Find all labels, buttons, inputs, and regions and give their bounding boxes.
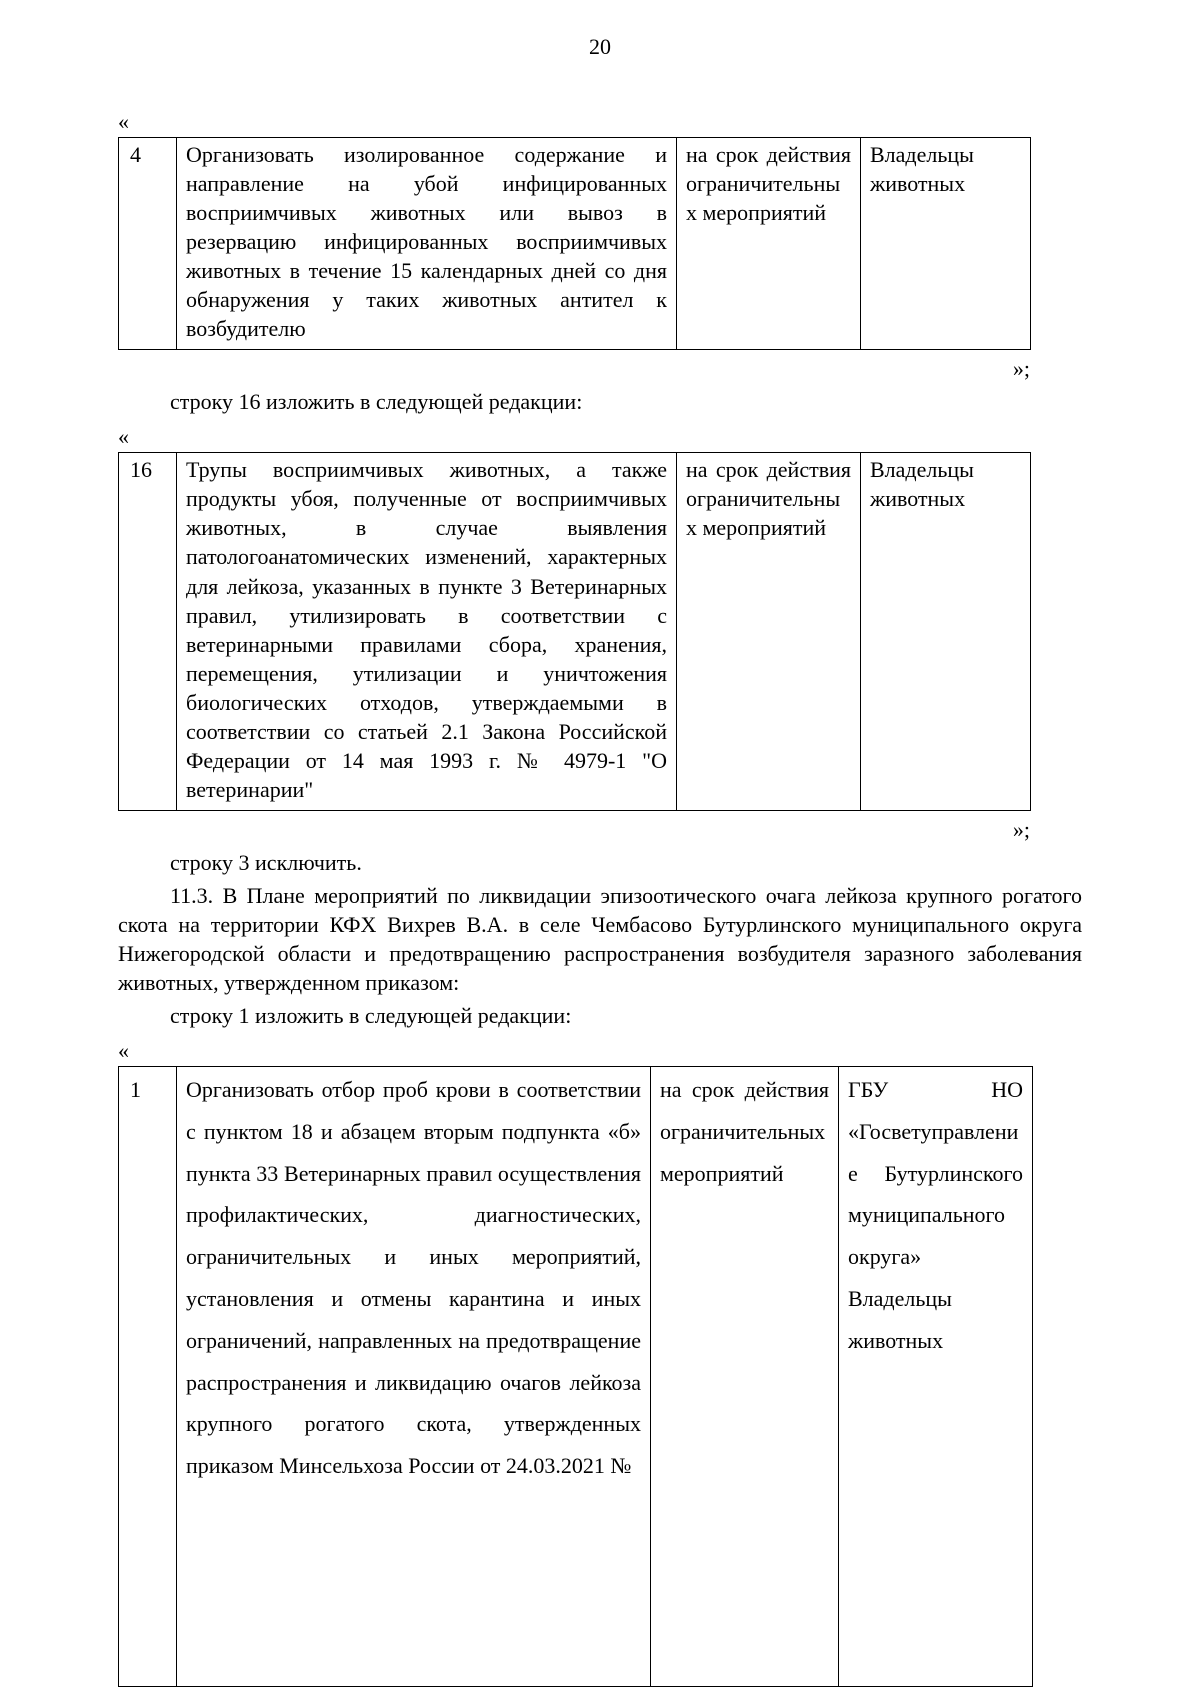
open-quote-mark: « xyxy=(118,1037,129,1063)
row-number-cell: 16 xyxy=(119,453,177,810)
paragraph-row3-delete: строку 3 исключить. xyxy=(170,849,362,875)
open-quote-mark: « xyxy=(118,109,129,135)
term-cell: на срок действия ограничительных мероприятий xyxy=(677,453,861,810)
row-number-cell: 1 xyxy=(119,1067,177,1687)
responsible-entry: Владельцы животных xyxy=(848,1285,952,1353)
term-cell: на срок действия ограничительных мероприятий xyxy=(651,1067,839,1687)
responsible-cell xyxy=(839,1067,1033,1687)
row-number-cell: 4 xyxy=(119,138,177,350)
paragraph-11-3: 11.3. В Плане мероприятий по ликвидации эпизоотического очага лейкоза крупного рогатого скота на территории КФХ Вихрев В.А. в селе Чембасово Бутурлинского муниципального округа Нижегородской области и предотвращению распространения возбудителя заразного заболевания животных, утвержденном приказом: xyxy=(118,882,1082,995)
responsible-entry: Владельцы животных xyxy=(870,457,974,512)
amendment-table-row-1 xyxy=(118,1066,1033,1687)
document-content xyxy=(118,107,1082,1687)
paragraph-row1-edit: строку 1 изложить в следующей редакции: xyxy=(170,1002,572,1028)
measure-cell: Трупы восприимчивых животных, а также продукты убоя, полученные от восприимчивых животных, в случае выявления патологоанатомических изменений, характерных для лейкоза, указанных в пункте 3 Ветеринарных правил, утилизировать в соответствии с ветеринарными правилами сбора, хранения, перемещения, утилизации и уничтожения биологических отходов, утверждаемыми в соответствии со статьей 2.1 Закона Российской Федерации от 14 мая 1993 г. № 4979-1 "О ветеринарии" xyxy=(177,453,677,810)
measure-cell: Организовать изолированное содержание и направление на убой инфицированных восприимчивых животных или вывоз в резервацию инфицированных восприимчивых животных в течение 15 календарных дней со дня обнаружения у таких животных антител к возбудителю xyxy=(177,138,677,350)
responsible-entry: Владельцы животных xyxy=(870,142,974,197)
close-quote-mark: »; xyxy=(1012,356,1030,382)
responsible-entry: ГБУ НО «Госветуправление Бутурлинского муниципального округа» xyxy=(848,1077,1023,1270)
page-number: 20 xyxy=(589,34,611,59)
table-row xyxy=(119,138,1031,350)
responsible-cell xyxy=(861,453,1031,810)
measure-cell: Организовать отбор проб крови в соответствии с пунктом 18 и абзацем вторым подпункта «б» пункта 33 Ветеринарных правил осуществления профилактических, диагностических, ограничительных и иных мероприятий, установления и отмены карантина и иных ограничений, направленных на предотвращение распространения и ликвидацию очагов лейкоза крупного рогатого скота, утвержденных приказом Минсельхоза России от 24.03.2021 № xyxy=(177,1067,651,1687)
amendment-table-row-4 xyxy=(118,137,1031,350)
table-row xyxy=(119,1067,1033,1687)
amendment-table-row-16 xyxy=(118,452,1031,810)
open-quote-mark: « xyxy=(118,424,129,450)
paragraph-row16-edit: строку 16 изложить в следующей редакции: xyxy=(170,389,583,415)
term-cell: на срок действия ограничительных мероприятий xyxy=(677,138,861,350)
table-row xyxy=(119,453,1031,810)
responsible-cell xyxy=(861,138,1031,350)
close-quote-mark: »; xyxy=(1012,816,1030,842)
